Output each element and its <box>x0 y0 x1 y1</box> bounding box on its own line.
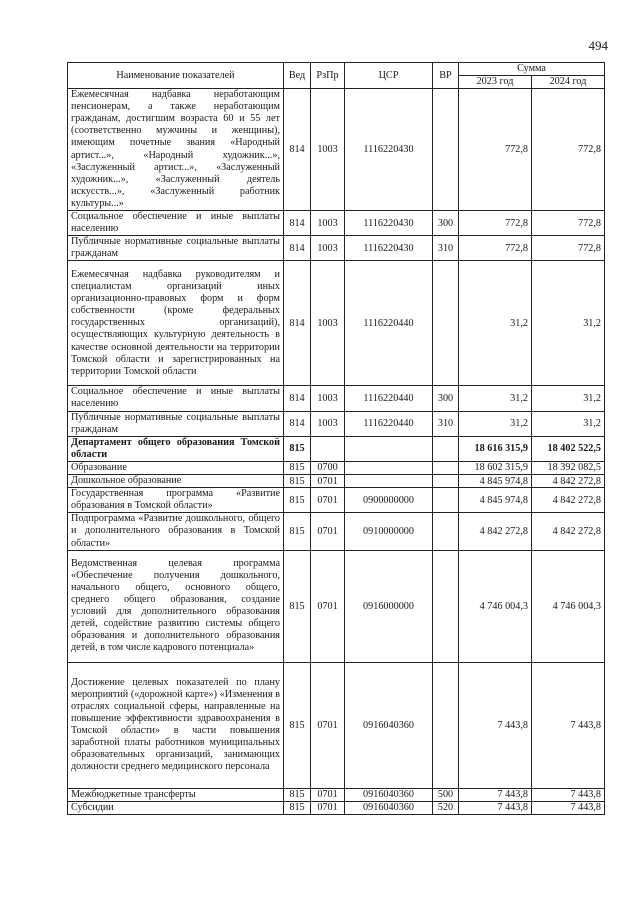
cell-name: Межбюджетные трансферты <box>68 788 284 801</box>
table-row <box>68 513 605 550</box>
cell-2023: 4 845 974,8 <box>459 488 532 513</box>
header-csr: ЦСР <box>345 63 433 89</box>
cell-csr <box>345 436 433 461</box>
cell-2023: 772,8 <box>459 89 532 211</box>
table-row <box>68 89 605 211</box>
table-row <box>68 411 605 436</box>
budget-table <box>67 62 605 815</box>
cell-name: Дошкольное образование <box>68 475 284 488</box>
cell-name: Ежемесячная надбавка руководителям и специалистам организаций иных организационно-правовых форм и форм собственности (кроме федеральных государственных организаций), осуществляющих культурную деятельность в качестве основной деятельности на территории Томской области и зарегистрированных на территории Томской области <box>68 261 284 386</box>
cell-ved: 815 <box>284 550 311 662</box>
header-name: Наименование показателей <box>68 63 284 89</box>
cell-2024: 31,2 <box>532 261 605 386</box>
table-row <box>68 261 605 386</box>
cell-2024: 7 443,8 <box>532 788 605 801</box>
cell-2023: 772,8 <box>459 236 532 261</box>
cell-csr: 0910000000 <box>345 513 433 550</box>
cell-vr <box>433 488 459 513</box>
cell-name: Субсидии <box>68 801 284 814</box>
cell-vr: 300 <box>433 211 459 236</box>
table-row <box>68 236 605 261</box>
cell-rzpr: 1003 <box>311 89 345 211</box>
cell-csr: 1116220440 <box>345 261 433 386</box>
cell-name: Социальное обеспечение и иные выплаты населению <box>68 386 284 411</box>
table-row <box>68 211 605 236</box>
cell-2023: 4 845 974,8 <box>459 475 532 488</box>
cell-2023: 4 842 272,8 <box>459 513 532 550</box>
cell-2024: 772,8 <box>532 211 605 236</box>
cell-ved: 814 <box>284 89 311 211</box>
cell-2024: 772,8 <box>532 89 605 211</box>
cell-rzpr: 0701 <box>311 788 345 801</box>
cell-csr <box>345 461 433 474</box>
cell-name: Государственная программа «Развитие образования в Томской области» <box>68 488 284 513</box>
cell-2024: 31,2 <box>532 411 605 436</box>
cell-ved: 814 <box>284 411 311 436</box>
table-row <box>68 436 605 461</box>
cell-rzpr <box>311 436 345 461</box>
table-body <box>68 89 605 815</box>
cell-ved: 815 <box>284 475 311 488</box>
cell-name: Социальное обеспечение и иные выплаты населению <box>68 211 284 236</box>
cell-name: Подпрограмма «Развитие дошкольного, общего и дополнительного образования в Томской области» <box>68 513 284 550</box>
cell-csr: 0916000000 <box>345 550 433 662</box>
table-row <box>68 788 605 801</box>
cell-vr <box>433 662 459 788</box>
cell-ved: 815 <box>284 662 311 788</box>
cell-vr: 300 <box>433 386 459 411</box>
cell-ved: 815 <box>284 801 311 814</box>
cell-rzpr: 1003 <box>311 236 345 261</box>
cell-name: Достижение целевых показателей по плану мероприятий («дорожной карте») «Изменения в отраслях социальной сферы, направленные на повышение эффективности здравоохранения в Томской области» в части повышения заработной платы работников муниципальных образовательных организаций, занимающих должности среднего медицинского персонала <box>68 662 284 788</box>
cell-rzpr: 0700 <box>311 461 345 474</box>
cell-2023: 31,2 <box>459 411 532 436</box>
cell-rzpr: 1003 <box>311 386 345 411</box>
cell-name: Публичные нормативные социальные выплаты гражданам <box>68 236 284 261</box>
cell-2024: 7 443,8 <box>532 662 605 788</box>
table-row <box>68 475 605 488</box>
cell-2024: 18 392 082,5 <box>532 461 605 474</box>
cell-2023: 4 746 004,3 <box>459 550 532 662</box>
cell-csr: 0900000000 <box>345 488 433 513</box>
cell-2024: 4 842 272,8 <box>532 475 605 488</box>
cell-vr <box>433 436 459 461</box>
cell-csr: 0916040360 <box>345 788 433 801</box>
cell-2024: 4 746 004,3 <box>532 550 605 662</box>
table-row <box>68 488 605 513</box>
cell-vr: 520 <box>433 801 459 814</box>
cell-rzpr: 0701 <box>311 801 345 814</box>
cell-rzpr: 1003 <box>311 411 345 436</box>
cell-csr: 1116220430 <box>345 89 433 211</box>
cell-ved: 815 <box>284 461 311 474</box>
header-rzpr: РзПр <box>311 63 345 89</box>
header-sum: Сумма <box>459 63 605 76</box>
cell-2023: 31,2 <box>459 386 532 411</box>
cell-ved: 815 <box>284 436 311 461</box>
cell-rzpr: 0701 <box>311 513 345 550</box>
cell-2024: 4 842 272,8 <box>532 488 605 513</box>
cell-rzpr: 0701 <box>311 488 345 513</box>
cell-2024: 772,8 <box>532 236 605 261</box>
cell-ved: 814 <box>284 211 311 236</box>
cell-2023: 18 616 315,9 <box>459 436 532 461</box>
cell-2023: 18 602 315,9 <box>459 461 532 474</box>
cell-rzpr: 1003 <box>311 211 345 236</box>
cell-name: Ежемесячная надбавка неработающим пенсионерам, а также неработающим гражданам, достигшим возраста 60 и 55 лет (соответственно мужчины и женщины), имеющим почетные звания «Народный артист...», «Народный художник...», «Заслуженный артист...», «Заслуженный художник...», «Заслуженный деятель искусств...», «Заслуженный работник культуры...» <box>68 89 284 211</box>
cell-ved: 815 <box>284 488 311 513</box>
cell-ved: 815 <box>284 788 311 801</box>
table-row <box>68 801 605 814</box>
cell-2024: 18 402 522,5 <box>532 436 605 461</box>
cell-2023: 7 443,8 <box>459 801 532 814</box>
cell-2023: 772,8 <box>459 211 532 236</box>
cell-rzpr: 1003 <box>311 261 345 386</box>
header-vr: ВР <box>433 63 459 89</box>
cell-name: Ведомственная целевая программа «Обеспечение получения дошкольного, начального общего, основного общего, среднего общего образования, создание условий для дополнительного образования детей, содействие развитию системы общего образования и дополнительного образования детей, в том числе кадрового потенциала» <box>68 550 284 662</box>
header-2023: 2023 год <box>459 76 532 89</box>
cell-name: Департамент общего образования Томской области <box>68 436 284 461</box>
cell-csr: 0916040360 <box>345 801 433 814</box>
table-row <box>68 550 605 662</box>
cell-vr <box>433 89 459 211</box>
cell-vr: 310 <box>433 411 459 436</box>
page-number: 494 <box>588 38 608 53</box>
cell-ved: 814 <box>284 386 311 411</box>
cell-vr: 500 <box>433 788 459 801</box>
header-ved: Вед <box>284 63 311 89</box>
cell-ved: 814 <box>284 236 311 261</box>
cell-csr: 0916040360 <box>345 662 433 788</box>
cell-2023: 7 443,8 <box>459 788 532 801</box>
cell-rzpr: 0701 <box>311 550 345 662</box>
table-row <box>68 386 605 411</box>
cell-2023: 31,2 <box>459 261 532 386</box>
cell-vr <box>433 550 459 662</box>
cell-csr <box>345 475 433 488</box>
cell-vr <box>433 261 459 386</box>
cell-csr: 1116220430 <box>345 236 433 261</box>
cell-2023: 7 443,8 <box>459 662 532 788</box>
cell-vr <box>433 461 459 474</box>
cell-csr: 1116220430 <box>345 211 433 236</box>
cell-2024: 31,2 <box>532 386 605 411</box>
cell-vr <box>433 513 459 550</box>
cell-2024: 7 443,8 <box>532 801 605 814</box>
cell-ved: 814 <box>284 261 311 386</box>
table-row <box>68 662 605 788</box>
cell-name: Образование <box>68 461 284 474</box>
cell-rzpr: 0701 <box>311 662 345 788</box>
cell-vr: 310 <box>433 236 459 261</box>
cell-csr: 1116220440 <box>345 386 433 411</box>
cell-2024: 4 842 272,8 <box>532 513 605 550</box>
cell-csr: 1116220440 <box>345 411 433 436</box>
table-row <box>68 461 605 474</box>
cell-name: Публичные нормативные социальные выплаты гражданам <box>68 411 284 436</box>
cell-ved: 815 <box>284 513 311 550</box>
cell-rzpr: 0701 <box>311 475 345 488</box>
header-2024: 2024 год <box>532 76 605 89</box>
cell-vr <box>433 475 459 488</box>
